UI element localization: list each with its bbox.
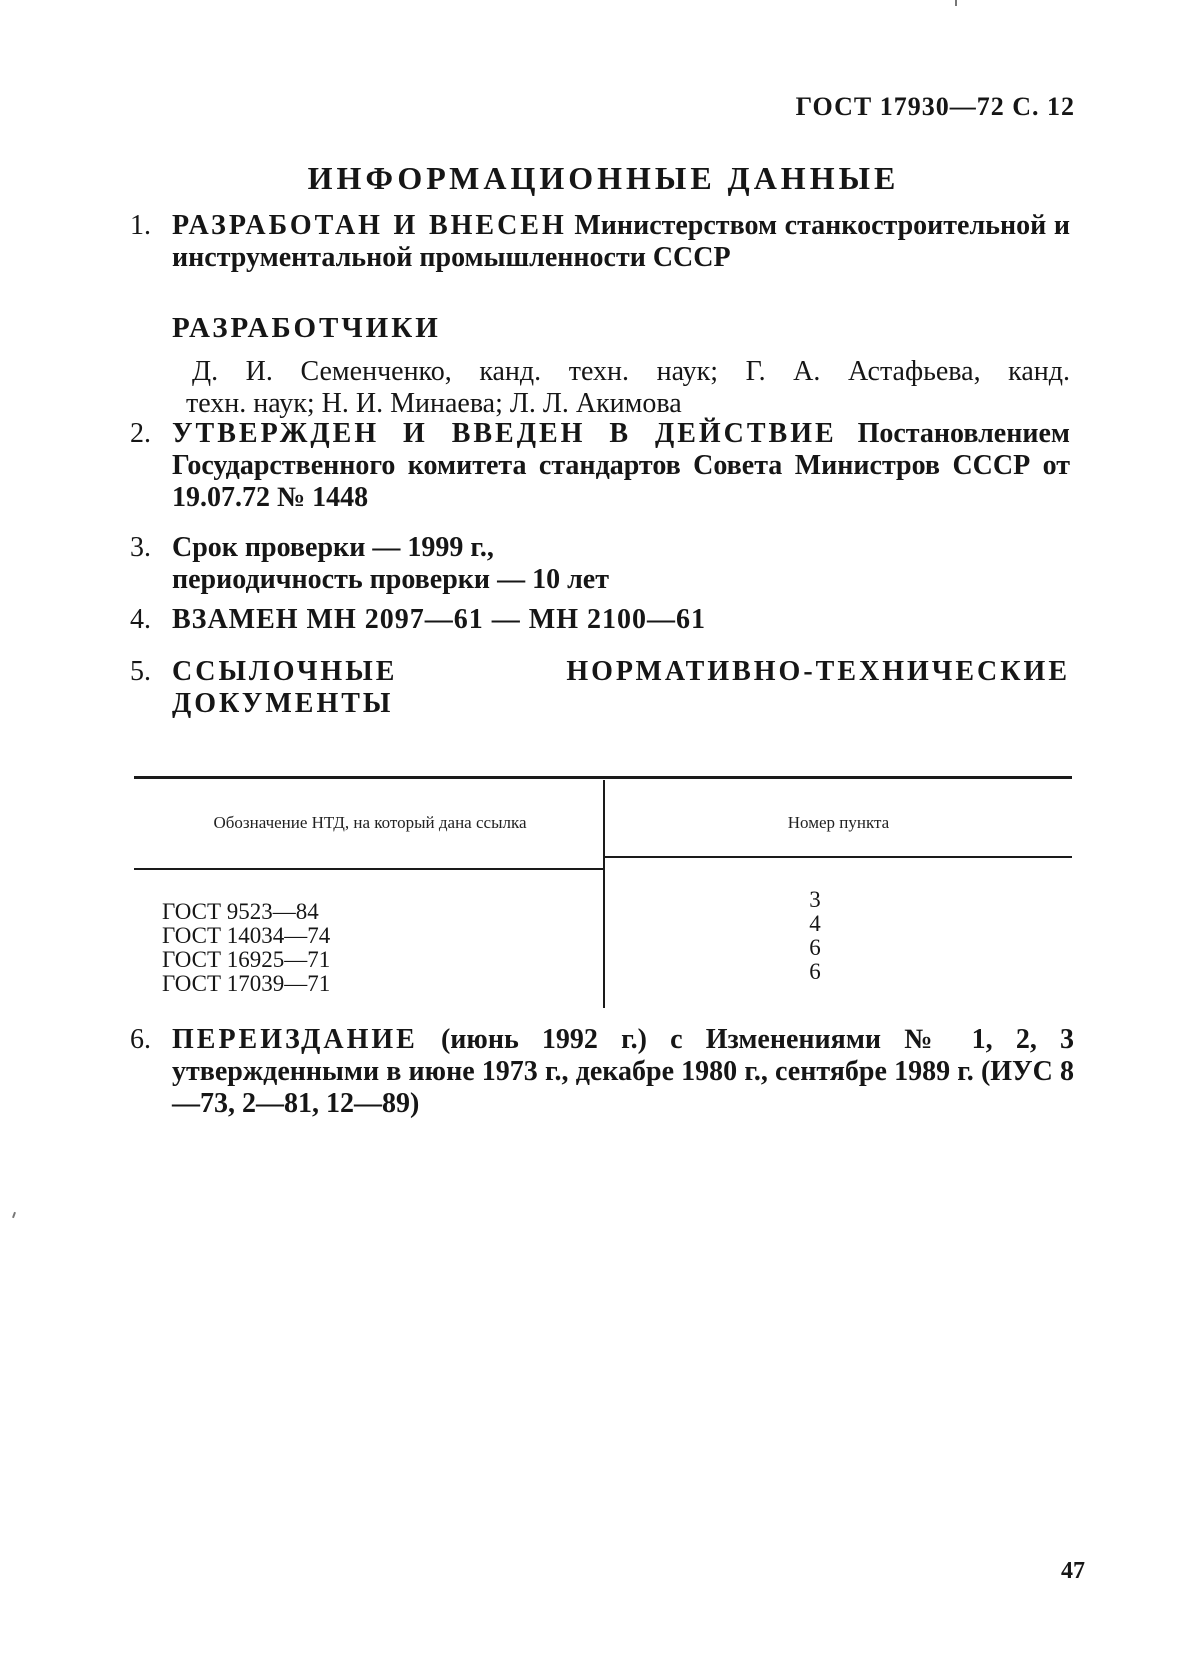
item-number: 2.	[130, 418, 151, 449]
table-header-clause: Номер пункта	[787, 813, 890, 832]
item-text: Министерством станкостроительной и инструментальной промышленности СССР	[172, 210, 1070, 273]
page-title: ИНФОРМАЦИОННЫЕ ДАННЫЕ	[307, 160, 900, 196]
item-number: 3.	[130, 532, 151, 563]
document-header: ГОСТ 17930—72 С. 12	[795, 92, 1075, 121]
table-cell: 6	[809, 935, 821, 960]
table-column-clause	[800, 888, 830, 984]
item-lead: ПЕРЕИЗДАНИЕ	[172, 1024, 418, 1055]
table-header-rule-left	[134, 868, 604, 870]
item-body: ВЗАМЕН МН 2097—61 — МН 2100—61	[172, 604, 706, 635]
item-number: 1.	[130, 210, 151, 241]
page-number: 47	[1061, 1558, 1085, 1584]
item-body	[172, 418, 1070, 514]
item-text: Постановлением Государственного комитета стандартов Совета Министров СССР от 19.07.72 № 1448	[172, 418, 1070, 513]
table-top-rule	[134, 776, 1072, 779]
item-line: периодичность проверки — 10 лет	[172, 564, 609, 595]
item-number: 6.	[130, 1024, 151, 1055]
item-number: 5.	[130, 656, 151, 687]
item-4	[130, 604, 1070, 636]
scan-speck	[12, 1212, 16, 1218]
developers-line-1: Д. И. Семенченко, канд. техн. наук; Г. А. Астафьева, канд.	[192, 356, 1070, 387]
item-number: 4.	[130, 604, 151, 635]
item-1	[130, 210, 1070, 274]
item-2	[130, 418, 1070, 514]
scan-speck	[955, 0, 957, 6]
item-text: (июнь 1992 г.) с Изменениями № 1, 2, 3 утвержденными в июне 1973 г., декабре 1980 г., сентябре 1989 г. (ИУС 8—73, 2—81, 12—89)	[172, 1024, 1074, 1119]
table-cell: ГОСТ 14034—74	[162, 923, 331, 948]
table-cell: 4	[809, 911, 821, 936]
table-cell: ГОСТ 17039—71	[162, 971, 331, 996]
table-cell: 6	[809, 959, 821, 984]
developers-title: РАЗРАБОТЧИКИ	[172, 312, 441, 344]
table-column-designation	[162, 900, 330, 996]
developers-list	[186, 356, 1070, 420]
table-cell: ГОСТ 16925—71	[162, 947, 331, 972]
table-header-rule-right	[603, 856, 1072, 858]
table-header-designation: Обозначение НТД, на который дана ссылка	[213, 813, 527, 832]
item-3	[130, 532, 1070, 596]
developers-line-2: техн. наук; Н. И. Минаева; Л. Л. Акимова	[186, 388, 682, 419]
table-cell: ГОСТ 9523—84	[162, 899, 319, 924]
table-cell: 3	[809, 887, 821, 912]
item-lead: РАЗРАБОТАН И ВНЕСЕН	[172, 210, 567, 241]
item-body: ССЫЛОЧНЫЕ НОРМАТИВНО-ТЕХНИЧЕСКИЕ ДОКУМЕНТЫ	[172, 656, 1070, 719]
item-6	[130, 1024, 1074, 1120]
item-body	[172, 210, 1070, 274]
item-body	[172, 532, 1070, 596]
item-line: Срок проверки — 1999 г.,	[172, 532, 494, 563]
item-lead: УТВЕРЖДЕН И ВВЕДЕН В ДЕЙСТВИЕ	[172, 418, 837, 449]
item-5	[130, 656, 1070, 720]
item-body	[172, 1024, 1074, 1120]
